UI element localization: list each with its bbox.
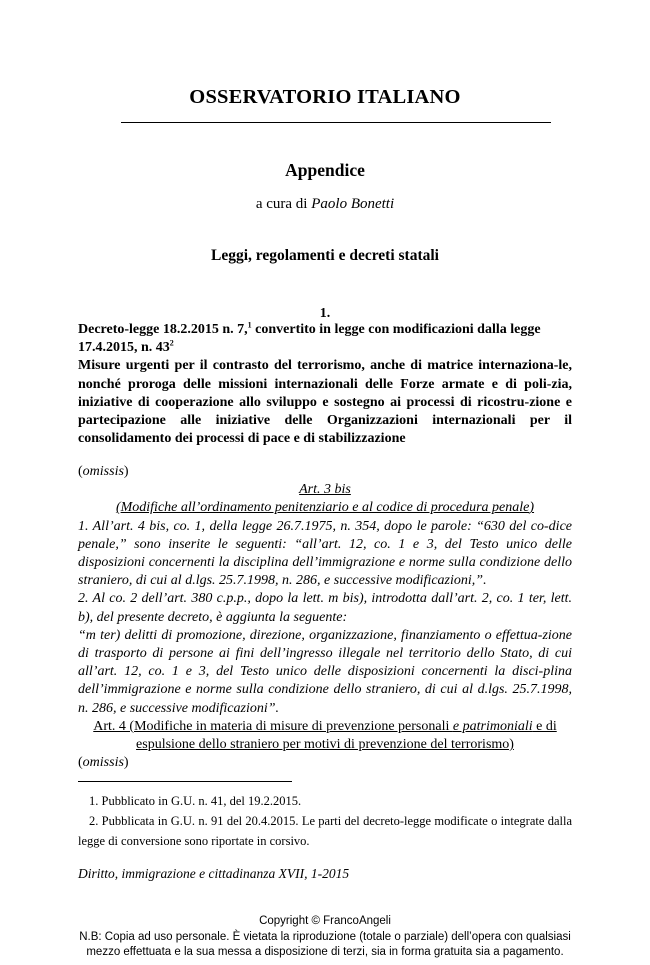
decree-subject: Misure urgenti per il contrasto del terrorismo, anche di matrice internaziona-le, nonché proroga delle missioni internazionali delle Forze armate e di poli-zia, iniziative di cooperazione allo sviluppo e sostegno ai processi di ricostru-zione e partecipazione alle iniziative delle Organizzazioni internazionali per il consolidamento dei processi di pace e di stabilizzazione (78, 358, 572, 447)
art3-subtitle: (Modifiche all’ordinamento penitenziario e al codice di procedura penale) (115, 500, 535, 516)
footnote-rule (78, 781, 292, 782)
section-title: Leggi, regolamenti e decreti statali (211, 247, 439, 264)
curator-name: Paolo Bonetti (311, 196, 395, 212)
footnote-2: 2. Pubblicata in G.U. n. 91 del 20.4.2015. Le parti del decreto-legge modificate o integrate dalla legge di conversione sono riportate in corsivo. (78, 814, 572, 848)
curator-prefix: a cura di (255, 196, 312, 212)
art4-text-b: e di (532, 718, 557, 734)
copyright-line-2: N.B: Copia ad uso personale. È vietata la riproduzione (totale o parziale) dell’opera con qualsiasi (79, 930, 571, 943)
decree-line-2 (78, 339, 572, 357)
journal-title: OSSERVATORIO ITALIANO (189, 86, 461, 108)
omissis-2-text: omissis (82, 755, 124, 771)
decree-heading (78, 321, 572, 448)
omissis-2: (omissis) (78, 755, 129, 771)
appendix-title: Appendice (285, 160, 365, 180)
article-body (78, 463, 572, 772)
header-rule (121, 122, 551, 123)
art3-para-1: 1. All’art. 4 bis, co. 1, della legge 26.7.1975, n. 354, dopo le parole: “630 del co-dice penale,” sono inserite le seguenti: “all’art. 12, co. 1 e 3, del Testo unico delle disposizioni concernenti la disciplina dell’immigrazione e norme sulla condizione dello straniero, di cui al d.lgs. 25.7.1998, n. 286, e successive modificazioni,”. (78, 518, 572, 589)
footnote-ref-2: 2 (169, 338, 174, 348)
art3-title: Art. 3 bis (299, 482, 351, 498)
decree-text-b: convertito in legge con modificazioni dalla legge (251, 322, 541, 337)
curator-line (0, 196, 650, 213)
copyright-notice (0, 914, 650, 961)
art4-text-italic: e patrimoniali (452, 718, 533, 734)
decree-line-1 (78, 321, 572, 339)
copyright-line-3: mezzo effettuata e la sua messa a disposizione di terzi, sia in forma gratuita sia a pagamento. (86, 946, 564, 958)
art3-para-2: 2. Al co. 2 dell’art. 380 c.p.p., dopo la lett. m bis), introdotta dall’art. 2, co. 1 ter, lett. b), del presente decreto, è aggiunta la seguente: (78, 591, 572, 625)
footnote-1: 1. Pubblicato in G.U. n. 41, del 19.2.2015. (89, 794, 302, 808)
art4-text-a: Art. 4 (Modifiche in materia di misure di prevenzione personali (93, 718, 453, 734)
omissis-1: (omissis) (78, 464, 129, 479)
journal-citation: Diritto, immigrazione e cittadinanza XVII, 1-2015 (78, 866, 350, 881)
art3-para-3: “m ter) delitti di promozione, direzione, organizzazione, finanziamento o effettua-zione di trasporto di persone ai fini dell’ingresso illegale nel territorio dello Stato, di cui all’art. 12, co. 1 e 3, del Testo unico delle disposizioni concernenti la disci-plina dell’immigrazione e norme sulla condizione dello straniero, di cui al d.lgs. 25.7.1998, n. 286, e successive modificazioni”. (78, 627, 572, 716)
copyright-line-1: Copyright © FrancoAngeli (259, 915, 391, 927)
art4-line-2: espulsione dello straniero per motivi di prevenzione del terrorismo) (136, 737, 514, 753)
decree-text-c: 17.4.2015, n. 43 (78, 340, 170, 356)
entry-number: 1. (319, 306, 331, 321)
decree-text-a: Decreto-legge 18.2.2015 n. 7, (78, 322, 248, 337)
omissis-1-text: omissis (82, 464, 124, 479)
art3-subtitle-text: Modifiche all’ordinamento penitenziario e al codice di procedura penale (120, 500, 530, 516)
art4-line-1 (78, 718, 572, 736)
footnotes (78, 791, 572, 851)
footnote-ref-1: 1 (247, 320, 252, 330)
